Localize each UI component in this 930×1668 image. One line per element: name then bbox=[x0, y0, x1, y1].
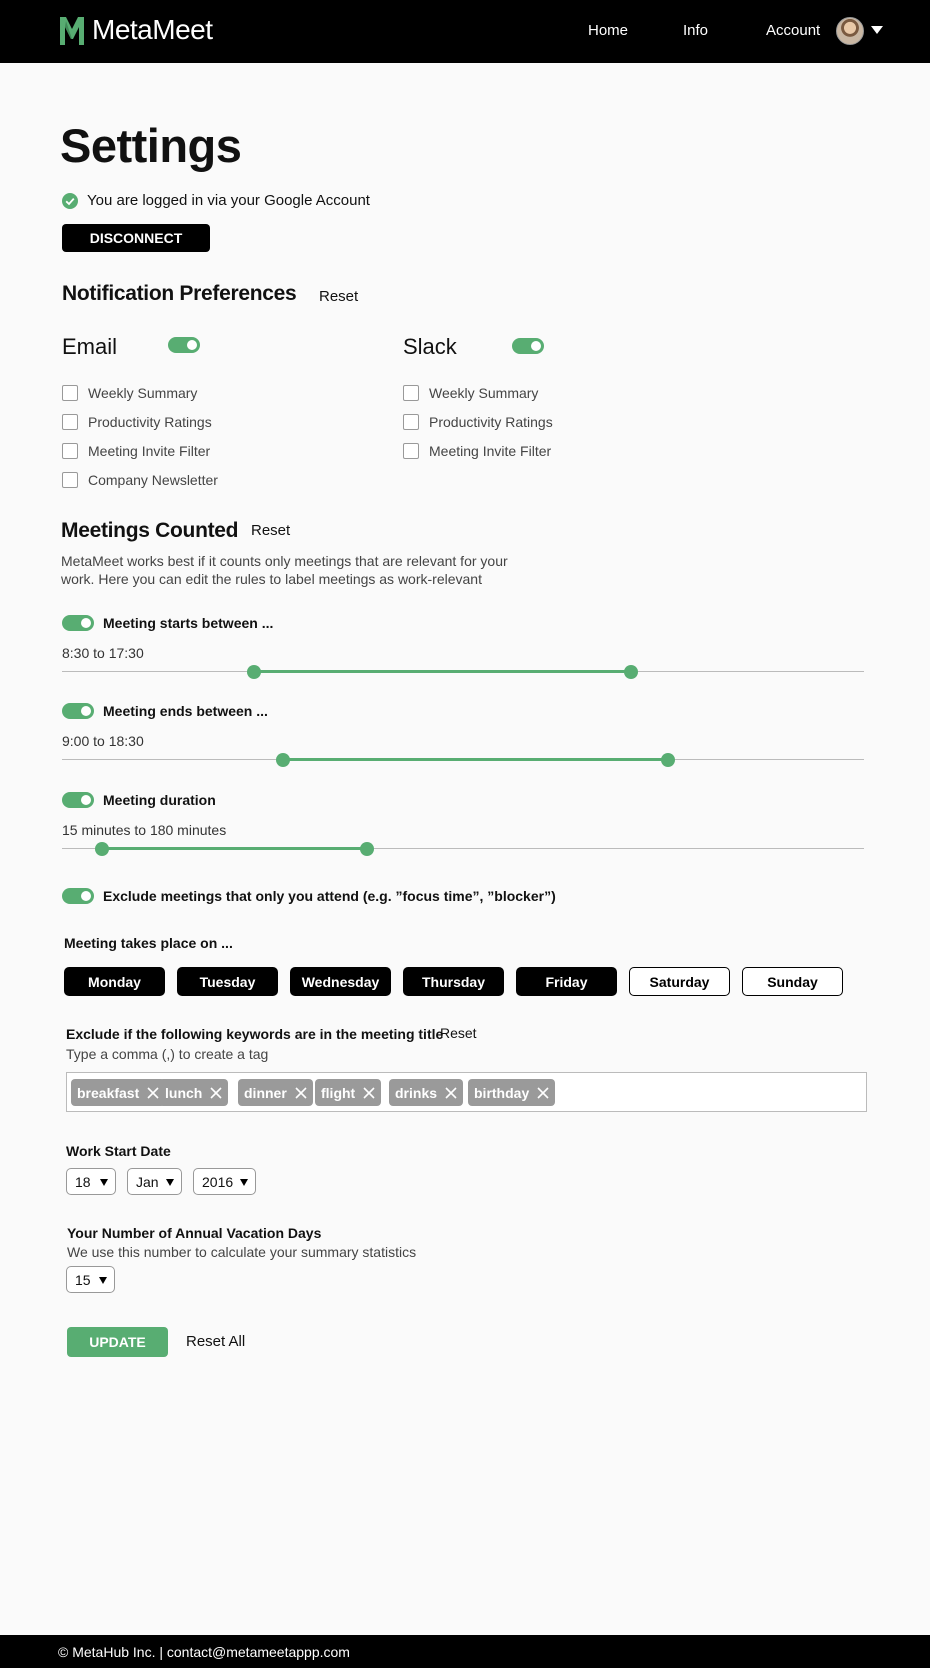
check-circle-icon bbox=[62, 193, 78, 209]
checkbox[interactable] bbox=[62, 443, 78, 459]
tag bbox=[315, 1079, 381, 1106]
select-value: Jan bbox=[136, 1173, 159, 1190]
checkbox[interactable] bbox=[62, 414, 78, 430]
close-icon[interactable] bbox=[295, 1087, 307, 1099]
rule-start-label: Meeting starts between ... bbox=[103, 615, 274, 631]
rule-end-toggle[interactable] bbox=[62, 703, 94, 719]
login-status: You are logged in via your Google Account bbox=[87, 192, 370, 209]
select-value: 2016 bbox=[202, 1173, 234, 1190]
tag bbox=[238, 1079, 313, 1106]
work-start-label: Work Start Date bbox=[66, 1143, 171, 1159]
meetings-description-line-2: work. Here you can edit the rules to label meetings as work-relevant bbox=[61, 571, 482, 587]
checkbox-label: Productivity Ratings bbox=[429, 414, 553, 430]
close-icon[interactable] bbox=[537, 1087, 549, 1099]
email-option-company-newsletter[interactable] bbox=[62, 472, 218, 488]
slider-thumb-high[interactable] bbox=[661, 753, 675, 767]
rule-start-slider[interactable] bbox=[62, 665, 864, 679]
days-label: Meeting takes place on ... bbox=[64, 935, 233, 951]
meetings-reset-link[interactable]: Reset bbox=[251, 522, 291, 539]
tag-label: birthday bbox=[474, 1084, 530, 1101]
slack-option-meeting-invite-filter[interactable] bbox=[403, 443, 551, 459]
caret-down-icon bbox=[99, 1277, 107, 1284]
close-icon[interactable] bbox=[147, 1087, 159, 1099]
nav-account[interactable]: Account bbox=[766, 22, 821, 39]
vacation-days-select[interactable] bbox=[66, 1266, 115, 1293]
caret-down-icon bbox=[100, 1179, 108, 1186]
nav-home[interactable]: Home bbox=[588, 22, 629, 39]
user-avatar[interactable] bbox=[836, 17, 864, 45]
footer bbox=[0, 1635, 930, 1668]
tag bbox=[468, 1079, 555, 1106]
close-icon[interactable] bbox=[445, 1087, 457, 1099]
tag-label: breakfast bbox=[77, 1084, 140, 1101]
logo[interactable] bbox=[60, 14, 213, 46]
day-sunday[interactable]: Sunday bbox=[742, 967, 843, 996]
rule-start-range: 8:30 to 17:30 bbox=[62, 645, 144, 661]
tag-label: drinks bbox=[395, 1084, 438, 1101]
navbar bbox=[0, 0, 930, 63]
rule-end-slider[interactable] bbox=[62, 753, 864, 767]
rule-duration-range: 15 minutes to 180 minutes bbox=[62, 822, 227, 838]
keywords-reset-link[interactable]: Reset bbox=[440, 1025, 477, 1041]
keywords-label: Exclude if the following keywords are in the meeting title bbox=[66, 1026, 444, 1042]
meetings-counted-title: Meetings Counted bbox=[61, 519, 239, 542]
slack-title: Slack bbox=[403, 334, 457, 359]
tag bbox=[389, 1079, 463, 1106]
checkbox[interactable] bbox=[403, 443, 419, 459]
select-value: 18 bbox=[75, 1173, 91, 1190]
page-title: Settings bbox=[60, 119, 242, 172]
slider-thumb-low[interactable] bbox=[276, 753, 290, 767]
nav-info[interactable]: Info bbox=[683, 22, 709, 39]
slack-option-productivity-ratings[interactable] bbox=[403, 414, 553, 430]
vacation-hint: We use this number to calculate your summary statistics bbox=[67, 1244, 417, 1260]
tag bbox=[71, 1079, 165, 1106]
disconnect-button[interactable]: DISCONNECT bbox=[62, 224, 210, 252]
vacation-label: Your Number of Annual Vacation Days bbox=[67, 1225, 322, 1241]
work-start-month-select[interactable] bbox=[127, 1168, 182, 1195]
exclude-solo-label: Exclude meetings that only you attend (e.g. ”focus time”, ”blocker”) bbox=[103, 888, 556, 904]
caret-down-icon bbox=[166, 1179, 174, 1186]
app-name: MetaMeet bbox=[92, 14, 213, 45]
rule-end-label: Meeting ends between ... bbox=[103, 703, 268, 719]
rule-duration-slider[interactable] bbox=[62, 842, 864, 856]
checkbox-label: Weekly Summary bbox=[88, 385, 198, 401]
tag-label: flight bbox=[321, 1084, 356, 1101]
tag-label: lunch bbox=[165, 1084, 203, 1101]
rule-end-range: 9:00 to 18:30 bbox=[62, 733, 144, 749]
footer-text: © MetaHub Inc. | contact@metameetappp.com bbox=[58, 1643, 350, 1660]
keywords-hint: Type a comma (,) to create a tag bbox=[66, 1046, 269, 1062]
checkbox-label: Company Newsletter bbox=[88, 472, 218, 488]
tag bbox=[159, 1079, 228, 1106]
caret-down-icon bbox=[240, 1179, 248, 1186]
slider-thumb-high[interactable] bbox=[624, 665, 638, 679]
checkbox[interactable] bbox=[62, 472, 78, 488]
rule-start-toggle[interactable] bbox=[62, 615, 94, 631]
meetings-description-line-1: MetaMeet works best if it counts only meetings that are relevant for your bbox=[61, 553, 508, 569]
slider-thumb-low[interactable] bbox=[247, 665, 261, 679]
notification-preferences-title: Notification Preferences bbox=[62, 282, 297, 305]
close-icon[interactable] bbox=[363, 1087, 375, 1099]
exclude-solo-toggle[interactable] bbox=[62, 888, 94, 904]
email-option-meeting-invite-filter[interactable] bbox=[62, 443, 210, 459]
checkbox-label: Meeting Invite Filter bbox=[88, 443, 211, 459]
checkbox-label: Meeting Invite Filter bbox=[429, 443, 552, 459]
day-monday[interactable]: Monday bbox=[64, 967, 165, 996]
rule-duration-toggle[interactable] bbox=[62, 792, 94, 808]
notification-reset-link[interactable]: Reset bbox=[319, 288, 359, 305]
work-start-year-select[interactable] bbox=[193, 1168, 256, 1195]
checkbox-label: Productivity Ratings bbox=[88, 414, 212, 430]
day-saturday[interactable]: Saturday bbox=[629, 967, 730, 996]
caret-down-icon[interactable] bbox=[871, 26, 883, 34]
day-wednesday[interactable]: Wednesday bbox=[290, 967, 391, 996]
day-friday[interactable]: Friday bbox=[516, 967, 617, 996]
select-value: 15 bbox=[75, 1271, 91, 1288]
close-icon[interactable] bbox=[210, 1087, 222, 1099]
reset-all-link[interactable]: Reset All bbox=[186, 1333, 246, 1350]
slack-toggle[interactable] bbox=[512, 338, 544, 354]
slider-thumb-high[interactable] bbox=[360, 842, 374, 856]
checkbox-label: Weekly Summary bbox=[429, 385, 539, 401]
slack-option-weekly-summary[interactable] bbox=[403, 385, 538, 401]
email-toggle[interactable] bbox=[168, 337, 200, 353]
email-option-productivity-ratings[interactable] bbox=[62, 414, 212, 430]
metameet-logo-icon bbox=[60, 15, 84, 45]
update-button[interactable]: UPDATE bbox=[67, 1327, 168, 1357]
email-title: Email bbox=[62, 334, 118, 359]
checkbox[interactable] bbox=[62, 385, 78, 401]
tag-label: dinner bbox=[244, 1084, 287, 1101]
day-tuesday[interactable]: Tuesday bbox=[177, 967, 278, 996]
checkbox[interactable] bbox=[403, 385, 419, 401]
day-thursday[interactable]: Thursday bbox=[403, 967, 504, 996]
checkbox[interactable] bbox=[403, 414, 419, 430]
keywords-input[interactable] bbox=[66, 1072, 867, 1112]
slider-thumb-low[interactable] bbox=[95, 842, 109, 856]
email-option-weekly-summary[interactable] bbox=[62, 385, 197, 401]
rule-duration-label: Meeting duration bbox=[103, 792, 216, 808]
work-start-day-select[interactable] bbox=[66, 1168, 116, 1195]
